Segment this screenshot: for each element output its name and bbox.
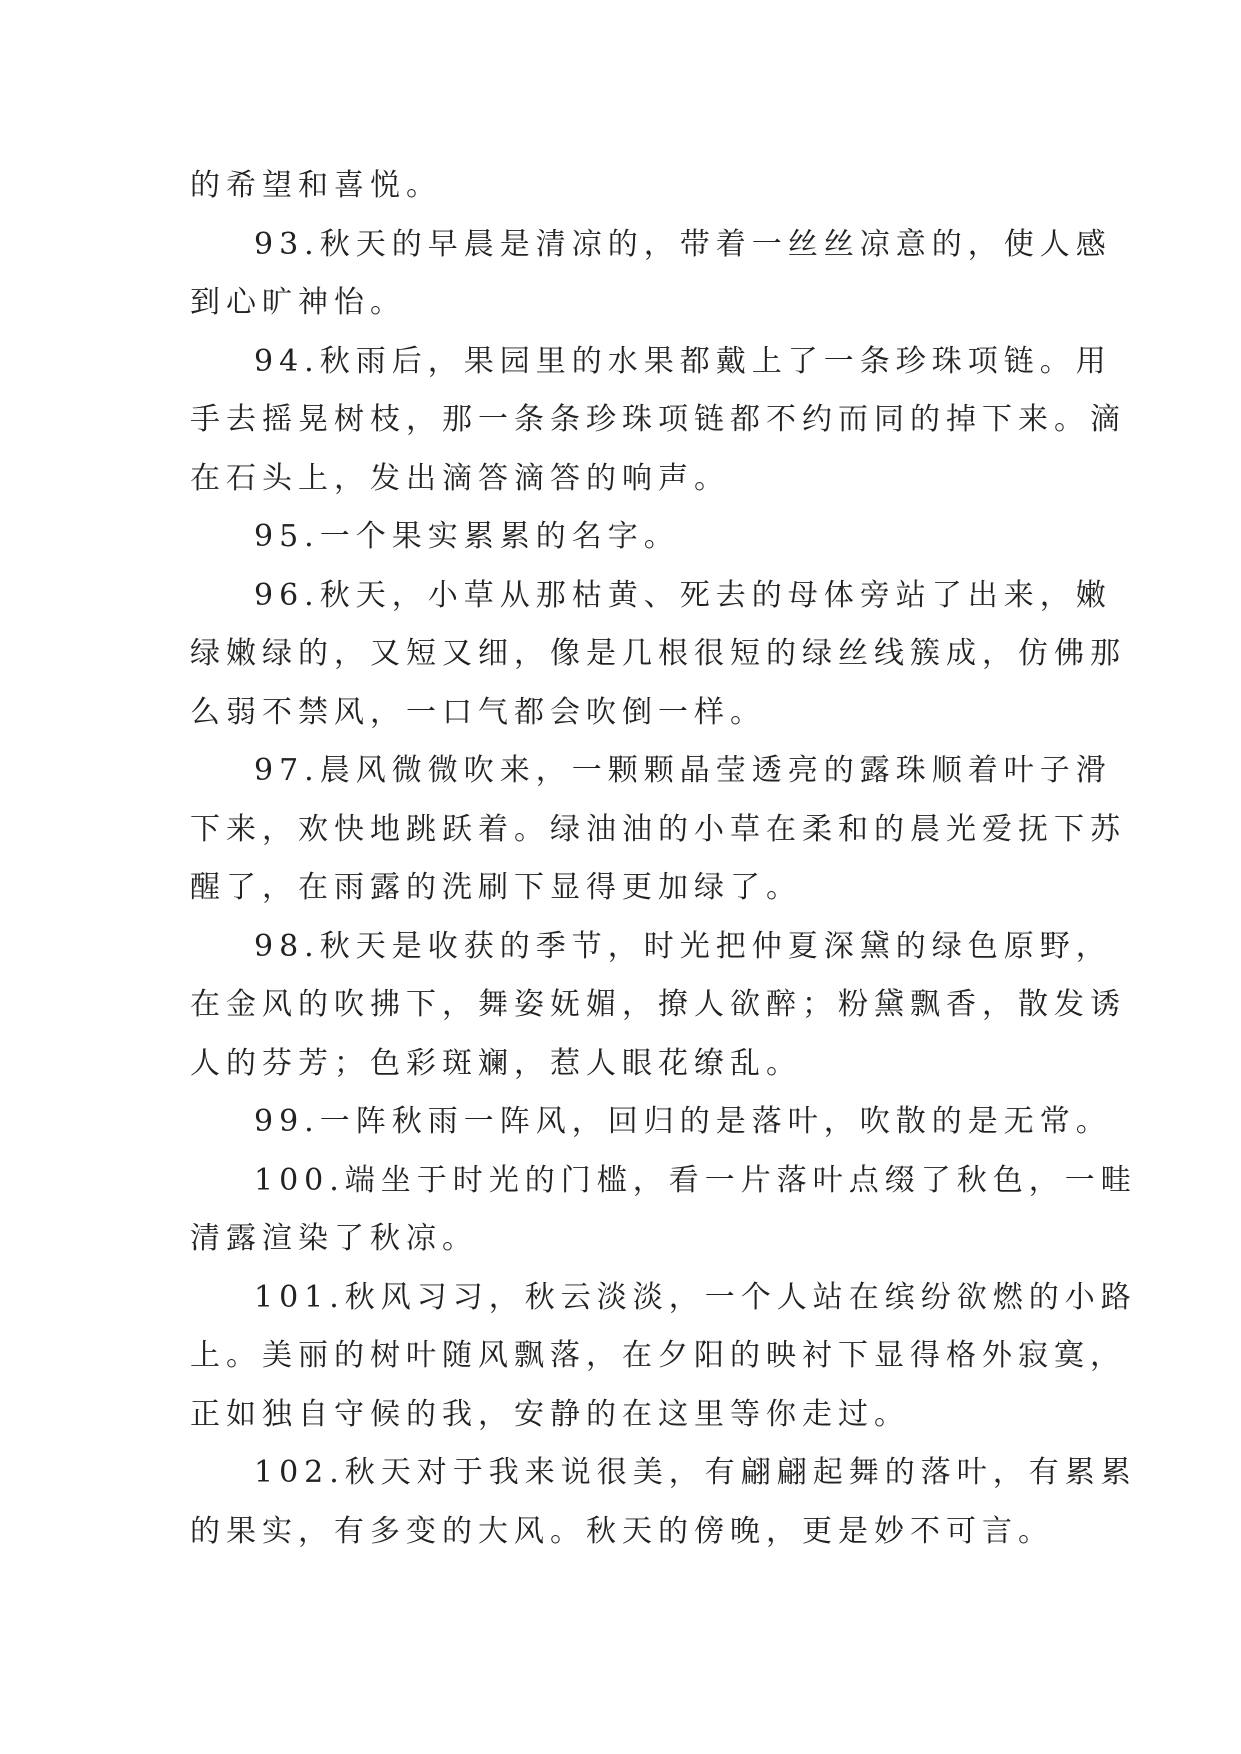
text-line: 99.一阵秋雨一阵风，回归的是落叶，吹散的是无常。: [254, 1104, 1112, 1139]
text-line: 人的芬芳；色彩斑斓，惹人眼花缭乱。: [190, 1045, 802, 1081]
text-line: 在金风的吹拂下，舞姿妩媚，撩人欲醉；粉黛飘香，散发诱: [190, 987, 1126, 1022]
text-line: 97.晨风微微吹来，一颗颗晶莹透亮的露珠顺着叶子滑: [254, 753, 1112, 788]
text-line: 上。美丽的树叶随风飘落，在夕阳的映衬下显得格外寂寞，: [190, 1338, 1126, 1373]
text-line: 绿嫩绿的，又短又细，像是几根很短的绿丝线簇成，仿佛那: [190, 636, 1126, 671]
text-line: 93.秋天的早晨是清凉的，带着一丝丝凉意的，使人感: [254, 226, 1112, 262]
text-line: 96.秋天，小草从那枯黄、死去的母体旁站了出来，嫩: [254, 577, 1112, 613]
text-line: 的希望和喜悦。: [190, 168, 442, 203]
text-line: 到心旷神怡。: [190, 285, 406, 320]
text-line: 手去摇晃树枝，那一条条珍珠项链都不约而同的掉下来。滴: [190, 402, 1126, 437]
text-line: 的果实，有多变的大风。秋天的傍晚，更是妙不可言。: [190, 1513, 1054, 1549]
text-line: 94.秋雨后，果园里的水果都戴上了一条珍珠项链。用: [254, 343, 1112, 379]
text-line: 95.一个果实累累的名字。: [254, 519, 680, 554]
text-line: 100.端坐于时光的门槛，看一片落叶点缀了秋色，一畦: [254, 1162, 1137, 1198]
text-line: 在石头上，发出滴答滴答的响声。: [190, 460, 730, 496]
document-body: [190, 157, 1137, 1561]
text-line: 醒了，在雨露的洗刷下显得更加绿了。: [190, 870, 802, 905]
text-line: 101.秋风习习，秋云淡淡，一个人站在缤纷欲燃的小路: [254, 1279, 1137, 1315]
text-line: 正如独自守候的我，安静的在这里等你走过。: [190, 1396, 910, 1432]
text-line: 下来，欢快地跳跃着。绿油油的小草在柔和的晨光爱抚下苏: [190, 811, 1126, 847]
text-line: 102.秋天对于我来说很美，有翩翩起舞的落叶，有累累: [254, 1455, 1137, 1490]
text-line: 98.秋天是收获的季节，时光把仲夏深黛的绿色原野，: [254, 928, 1112, 964]
text-line: 清露渲染了秋凉。: [190, 1221, 478, 1256]
text-line: 么弱不禁风，一口气都会吹倒一样。: [190, 694, 766, 730]
